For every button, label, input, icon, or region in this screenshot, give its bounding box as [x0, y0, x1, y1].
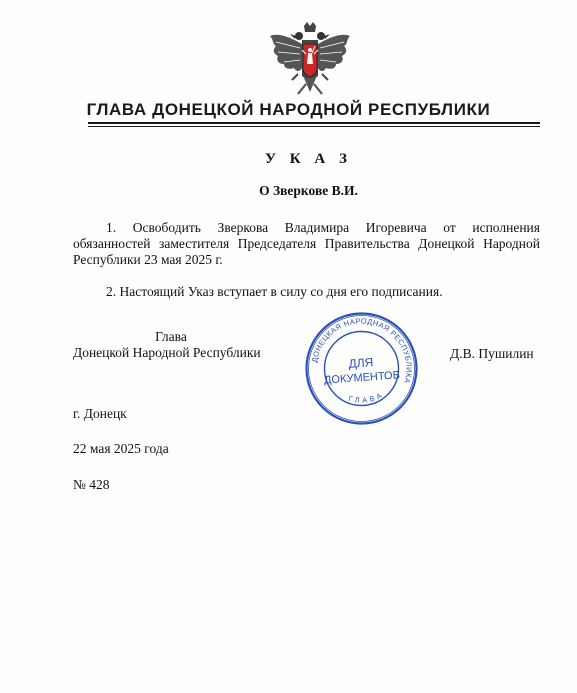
document-number: № 428	[73, 477, 110, 492]
stamp-ring-text: ДОНЕЦКАЯ НАРОДНАЯ РЕСПУБЛИКА	[309, 316, 414, 385]
official-stamp-icon	[304, 311, 419, 426]
signatory-role-line2: Донецкой Народной Республики	[73, 345, 261, 360]
stamp-center-line1: ДЛЯ	[348, 355, 374, 371]
issue-date: 22 мая 2025 года	[73, 441, 169, 456]
signatory-role	[73, 329, 269, 361]
signatory-name: Д.В. Пушилин	[450, 346, 534, 361]
svg-text:ГЛАВА	[348, 390, 386, 405]
signatory-role-line1: Глава	[155, 329, 187, 344]
issue-place: г. Донецк	[73, 406, 127, 421]
document-subject: О Зверкове В.И.	[259, 183, 358, 198]
document-type: У К А З	[265, 151, 352, 167]
stamp-bottom-text: ГЛАВА	[347, 389, 386, 405]
header-rule-thin	[88, 126, 540, 127]
decree-paragraph-1: 1. Освободить Зверкова Владимира Игоревича от исполнения обязанностей заместителя Председателя Правительства Донецкой Народной Республики 23 мая 2025 г.	[73, 220, 540, 267]
stamp-center-line2: ДОКУМЕНТОВ	[323, 369, 401, 387]
decree-paragraph-2: 2. Настоящий Указ вступает в силу со дня его подписания.	[106, 284, 443, 299]
header-rule	[88, 122, 540, 124]
issuer-title: ГЛАВА ДОНЕЦКОЙ НАРОДНОЙ РЕСПУБЛИКИ	[86, 100, 491, 119]
dpr-coat-of-arms-icon	[268, 22, 352, 98]
